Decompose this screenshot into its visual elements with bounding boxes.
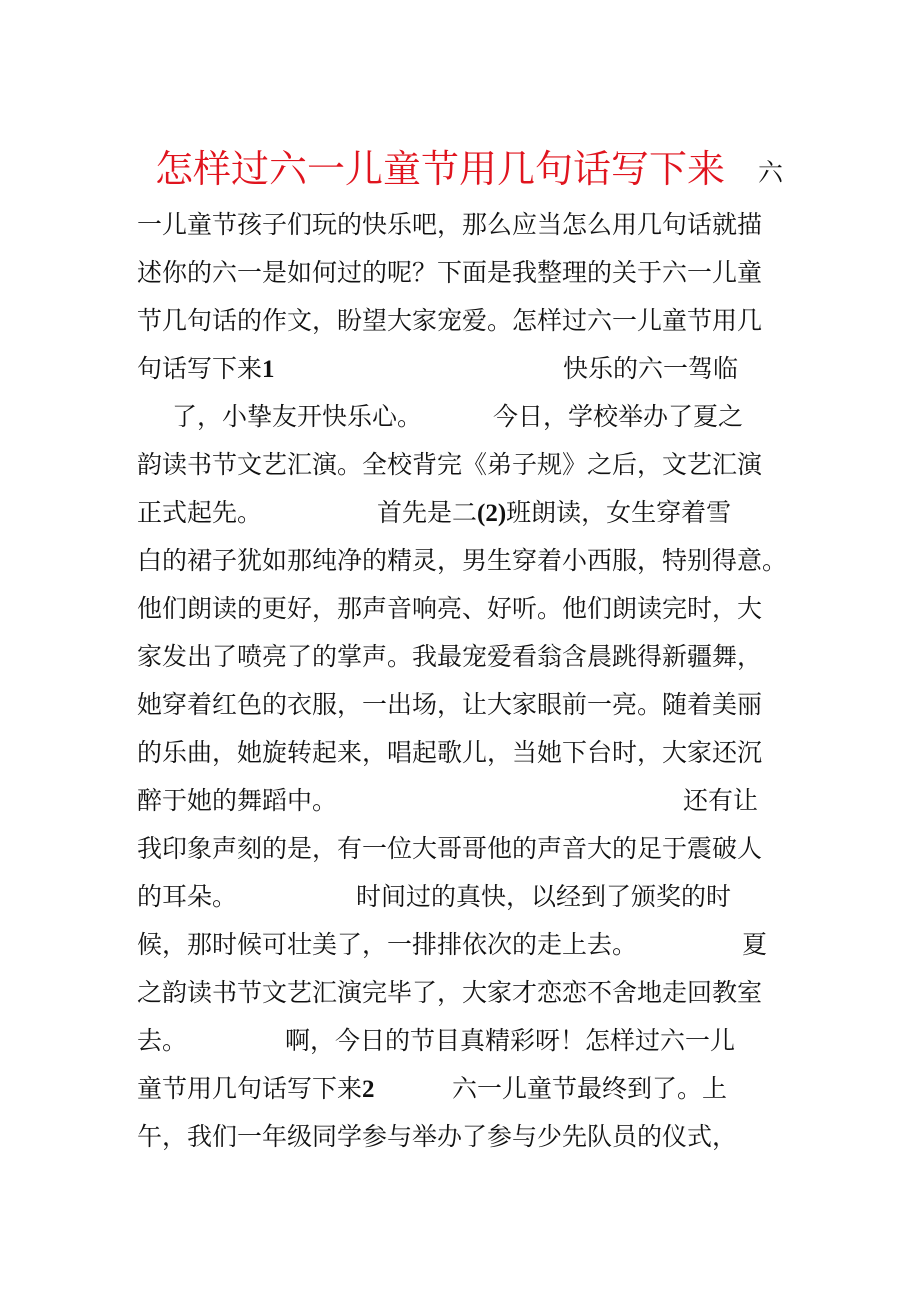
body-line-3: 节几句话的作文，盼望大家宠爱。怎样过六一儿童节用几 xyxy=(137,306,763,335)
body-line-12: 的乐曲，她旋转起来，唱起歌儿，当她下台时，大家还沉 xyxy=(137,738,763,767)
body-line-15-left: 的耳朵。 xyxy=(137,882,238,911)
body-line-19-right: 六一儿童节最终到了。上 xyxy=(452,1074,728,1103)
body-line-11: 她穿着红色的衣服，一出场，让大家眼前一亮。随着美丽 xyxy=(137,690,763,719)
body-text-start: 六 xyxy=(758,158,784,187)
body-line-16-right: 夏 xyxy=(742,930,768,959)
body-line-4-left xyxy=(137,354,275,385)
body-line-20: 午，我们一年级同学参与举办了参与少先队员的仪式， xyxy=(137,1122,738,1151)
section-number-1: 1 xyxy=(262,356,275,383)
body-line-6: 韵读书节文艺汇演。全校背完《弟子规》之后，文艺汇演 xyxy=(137,450,763,479)
body-line-7-left: 正式起先。 xyxy=(137,498,263,527)
body-line-16-left: 候，那时候可壮美了，一排排依次的走上去。 xyxy=(137,930,638,959)
body-line-18-left: 去。 xyxy=(137,1026,188,1055)
body-line-13-right: 还有让 xyxy=(683,786,759,815)
class-number: (2) xyxy=(477,500,507,527)
body-line-5-right: 今日，学校举办了夏之 xyxy=(493,402,744,431)
body-line-4-right: 快乐的六一驾临 xyxy=(563,354,739,383)
body-line-7-text-b: 班朗读，女生穿着雪 xyxy=(506,498,732,527)
body-line-8: 白的裙子犹如那纯净的精灵，男生穿着小西服，特别得意。 xyxy=(137,546,788,575)
body-line-17: 之韵读书节文艺汇演完毕了，大家才恋恋不舍地走回教室 xyxy=(137,978,763,1007)
body-line-2: 述你的六一是如何过的呢？下面是我整理的关于六一儿童 xyxy=(137,258,763,287)
body-line-5-left: 了，小挚友开快乐心。 xyxy=(172,402,423,431)
body-line-1: 一儿童节孩子们玩的快乐吧，那么应当怎么用几句话就描 xyxy=(137,210,763,239)
body-line-9: 他们朗读的更好，那声音响亮、好听。他们朗读完时，大 xyxy=(137,594,763,623)
body-line-7-text-a: 首先是二 xyxy=(377,498,478,527)
document-title: 怎样过六一儿童节用几句话写下来 xyxy=(155,147,726,191)
body-line-10: 家发出了喷亮了的掌声。我最宠爱看翁含晨跳得新疆舞， xyxy=(137,642,763,671)
body-line-18-right: 啊，今日的节目真精彩呀！怎样过六一儿 xyxy=(285,1026,736,1055)
section-heading-2: 童节用几句话写下来 xyxy=(137,1074,363,1103)
body-line-7-right xyxy=(377,498,731,529)
body-line-14: 我印象声刻的是，有一位大哥哥他的声音大的足于震破人 xyxy=(137,834,763,863)
section-number-2: 2 xyxy=(362,1076,375,1103)
body-line-13-left: 醉于她的舞蹈中。 xyxy=(137,786,338,815)
body-line-19-left xyxy=(137,1074,375,1105)
section-heading-1: 句话写下来 xyxy=(137,354,263,383)
body-line-15-right: 时间过的真快，以经到了颁奖的时 xyxy=(356,882,732,911)
